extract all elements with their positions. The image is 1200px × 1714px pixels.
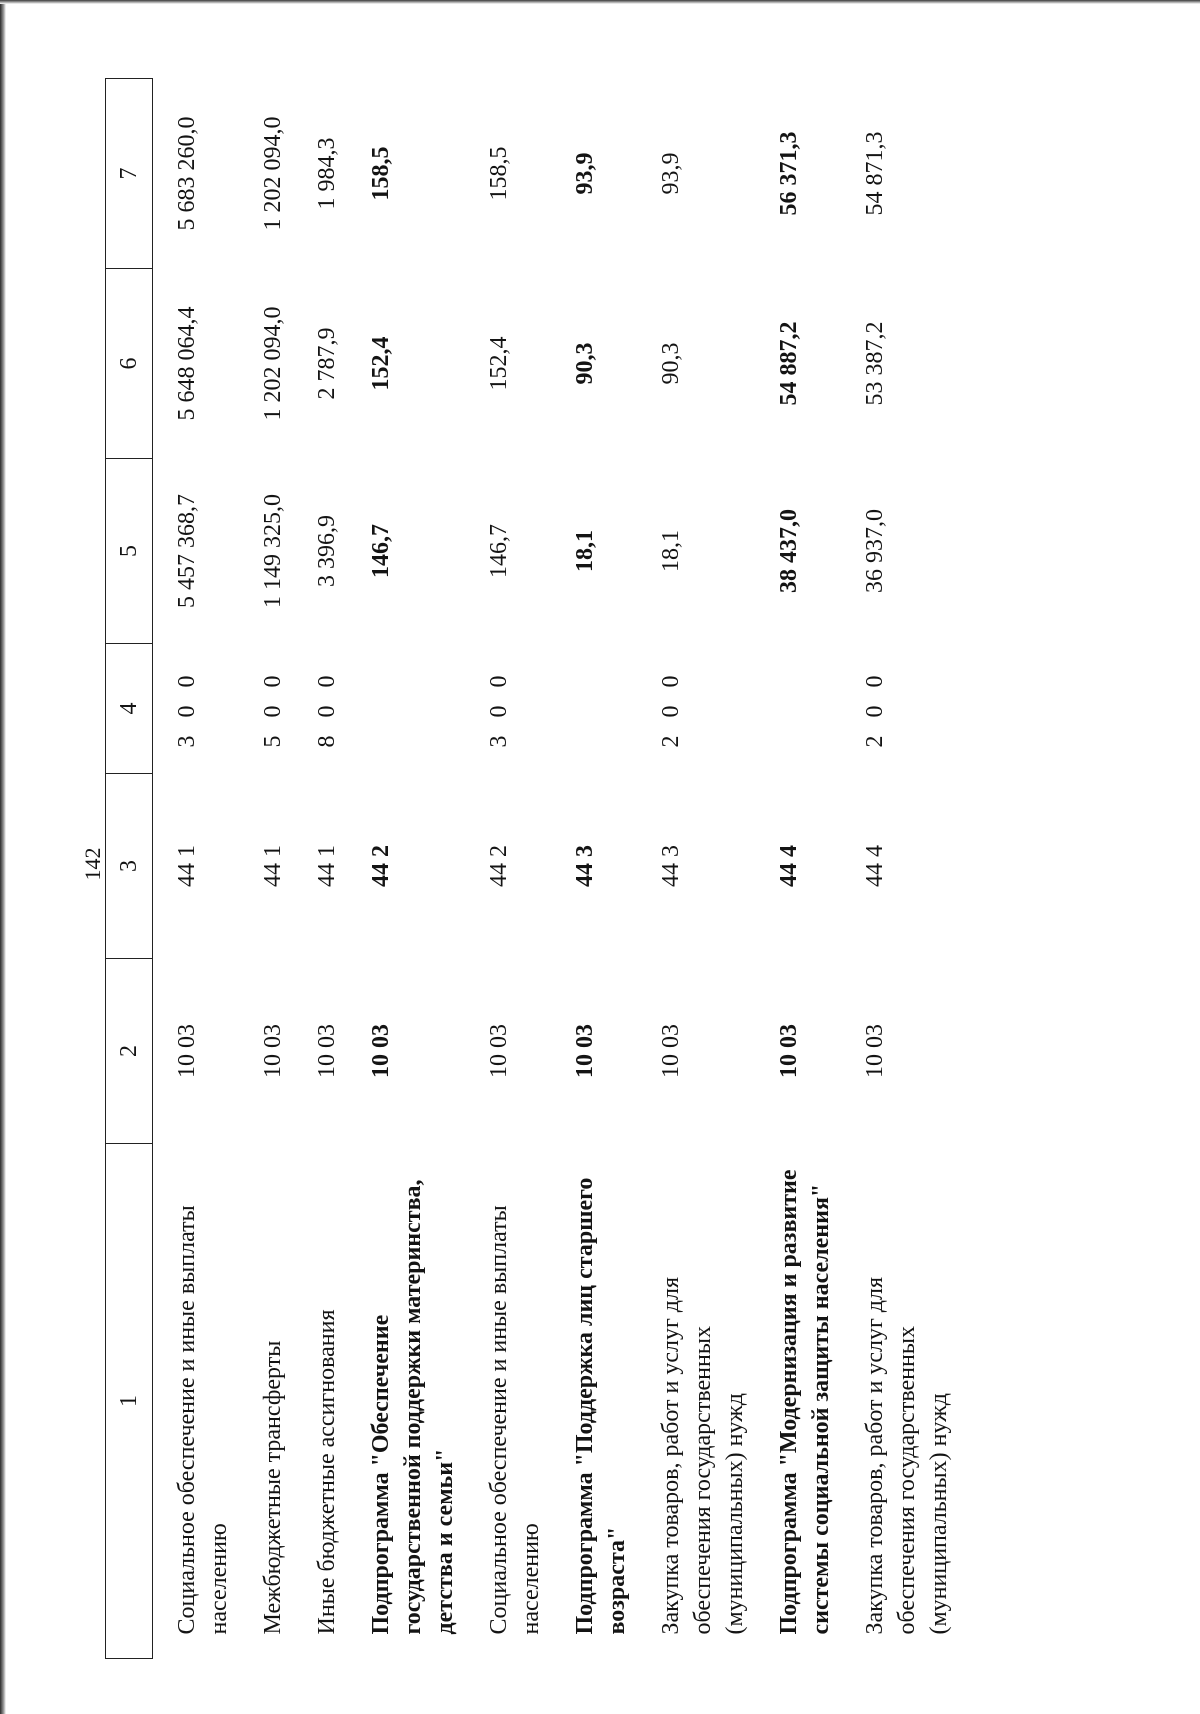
item-name-cell: Подпрограмма "Обеспечение государственной поддержки материнства, детства и семьи" xyxy=(368,1179,458,1635)
column-header: 1 xyxy=(106,1144,153,1659)
amount-col5-cell: 18,1 xyxy=(658,530,684,572)
target-article-cell: 44 1 xyxy=(260,845,286,887)
amount-col5-cell: 3 396,9 xyxy=(314,515,340,587)
expense-type-cell: 2 0 0 xyxy=(658,669,684,748)
amount-col6-cell: 152,4 xyxy=(486,336,512,391)
column-header: 7 xyxy=(106,79,153,269)
section-code-cell: 10 03 xyxy=(314,1024,340,1078)
expense-type-cell xyxy=(755,644,841,774)
amount-col5-cell: 18,1 xyxy=(572,530,598,572)
section-code-cell: 10 03 xyxy=(862,1024,888,1078)
amount-col5-cell: 36 937,0 xyxy=(862,509,888,593)
section-code-cell: 10 03 xyxy=(486,1024,512,1078)
column-header: 3 xyxy=(106,774,153,959)
column-header: 4 xyxy=(106,644,153,774)
table-row xyxy=(347,79,465,1659)
item-name-cell: Социальное обеспечение и иные выплаты населению xyxy=(174,1205,232,1635)
target-article-cell: 44 4 xyxy=(862,845,888,887)
expense-type-cell xyxy=(347,644,465,774)
page-number: 142 xyxy=(80,847,105,881)
amount-col7-cell: 1 984,3 xyxy=(314,137,340,210)
target-article-cell: 44 1 xyxy=(174,845,200,887)
table-row xyxy=(153,79,240,1659)
column-header: 6 xyxy=(106,269,153,459)
target-article-cell: 44 3 xyxy=(658,845,684,887)
amount-col7-cell: 93,9 xyxy=(658,152,684,195)
amount-col6-cell: 2 787,9 xyxy=(314,327,340,400)
header-row xyxy=(106,79,153,1659)
item-name-cell: Социальное обеспечение и иные выплаты населению xyxy=(486,1205,544,1635)
amount-col5-cell: 146,7 xyxy=(368,524,394,578)
table-row xyxy=(293,79,347,1659)
table-row xyxy=(755,79,841,1659)
section-code-cell: 10 03 xyxy=(776,1024,802,1078)
target-article-cell: 44 2 xyxy=(486,845,512,887)
table-row xyxy=(239,79,293,1659)
amount-col6-cell: 53 387,2 xyxy=(862,321,888,406)
amount-col7-cell: 54 871,3 xyxy=(862,131,888,216)
amount-col7-cell: 56 371,3 xyxy=(776,131,802,216)
item-name-cell: Закупка товаров, работ и услуг для обеспечения государственных (муниципальных) нужд xyxy=(658,1276,748,1635)
amount-col6-cell: 1 202 094,0 xyxy=(260,306,286,421)
amount-col7-cell: 158,5 xyxy=(486,146,512,201)
amount-col6-cell: 5 648 064,4 xyxy=(174,306,200,421)
expense-type-cell xyxy=(551,644,637,774)
expense-type-cell: 2 0 0 xyxy=(862,669,888,748)
target-article-cell: 44 3 xyxy=(572,845,598,887)
amount-col5-cell: 5 457 368,7 xyxy=(174,494,200,608)
amount-col6-cell: 54 887,2 xyxy=(776,321,802,406)
amount-col7-cell: 158,5 xyxy=(368,146,394,201)
amount-col6-cell: 90,3 xyxy=(572,342,598,385)
amount-col6-cell: 90,3 xyxy=(658,342,684,385)
section-code-cell: 10 03 xyxy=(260,1024,286,1078)
item-name-cell: Иные бюджетные ассигнования xyxy=(314,1309,340,1635)
amount-col5-cell: 38 437,0 xyxy=(776,509,802,593)
amount-col5-cell: 146,7 xyxy=(486,524,512,578)
section-code-cell: 10 03 xyxy=(572,1024,598,1078)
expense-type-cell: 5 0 0 xyxy=(260,669,286,748)
target-article-cell: 44 1 xyxy=(314,845,340,887)
section-code-cell: 10 03 xyxy=(174,1024,200,1078)
budget-table xyxy=(105,78,959,1659)
table-row xyxy=(637,79,755,1659)
target-article-cell: 44 4 xyxy=(776,845,802,887)
section-code-cell: 10 03 xyxy=(368,1024,394,1078)
expense-type-cell: 8 0 0 xyxy=(314,669,340,748)
item-name-cell: Подпрограмма "Поддержка лиц старшего возраста" xyxy=(572,1177,630,1635)
amount-col6-cell: 152,4 xyxy=(368,336,394,391)
expense-type-cell: 3 0 0 xyxy=(174,669,200,748)
target-article-cell: 44 2 xyxy=(368,845,394,887)
amount-col5-cell: 1 149 325,0 xyxy=(260,494,286,608)
amount-col7-cell: 5 683 260,0 xyxy=(174,116,200,231)
column-header: 5 xyxy=(106,459,153,644)
table-body xyxy=(153,79,960,1659)
amount-col7-cell: 93,9 xyxy=(572,152,598,195)
section-code-cell: 10 03 xyxy=(658,1024,684,1078)
table-row xyxy=(841,79,959,1659)
amount-col7-cell: 1 202 094,0 xyxy=(260,116,286,231)
item-name-cell: Подпрограмма "Модернизация и развитие системы социальной защиты населения" xyxy=(776,1169,834,1635)
item-name-cell: Закупка товаров, работ и услуг для обеспечения государственных (муниципальных) нужд xyxy=(862,1276,952,1635)
table-row xyxy=(465,79,551,1659)
column-header: 2 xyxy=(106,959,153,1144)
expense-type-cell: 3 0 0 xyxy=(486,669,512,748)
item-name-cell: Межбюджетные трансферты xyxy=(260,1340,286,1635)
table-row xyxy=(551,79,637,1659)
